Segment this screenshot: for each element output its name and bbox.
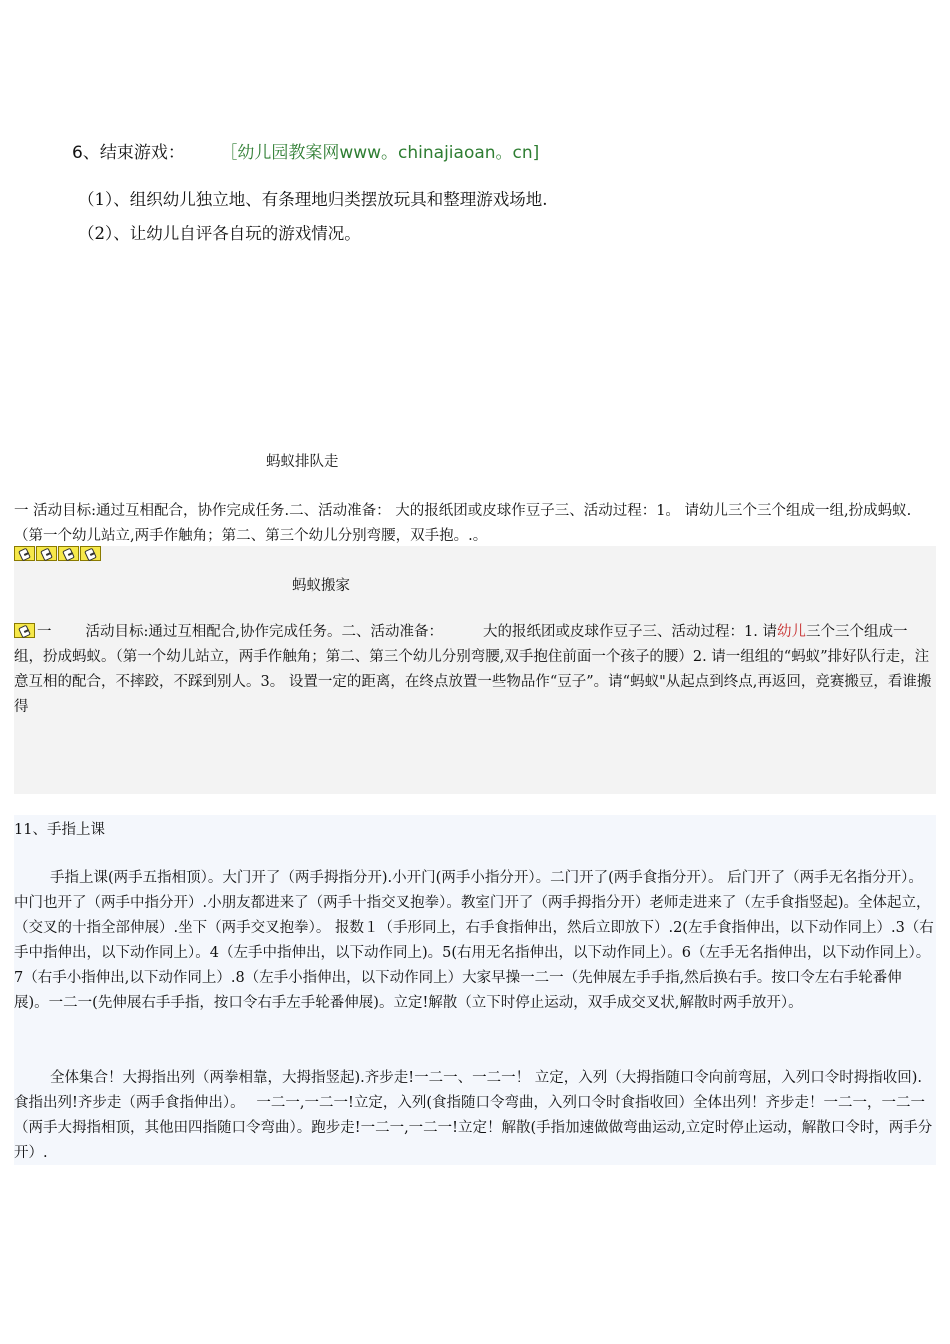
book-icon[interactable] — [14, 546, 35, 561]
icon-row — [14, 546, 102, 563]
book-icon[interactable] — [80, 546, 101, 561]
heading-text: 、结束游戏： — [82, 143, 185, 163]
list-item: （1）、组织幼儿独立地、有条理地归类摆放玩具和整理游戏场地. — [78, 190, 548, 209]
site-link[interactable]: ［幼儿园教案网www。chinajiaoan。cn] — [228, 143, 540, 163]
book-icon[interactable] — [14, 623, 35, 638]
book-icon[interactable] — [58, 546, 79, 561]
section-title-finger-class: 11、手指上课 — [14, 822, 105, 838]
body-lead: 一 — [37, 624, 52, 640]
paragraph: 手指上课(两手五指相顶）。大门开了（两手拇指分开).小开门(两手小指分开）。二门开了(两手食指分开）。 后门开了（两手无名指分开）。中门也开了（两手中指分开）.小朋友都进来了（两手十指交叉抱拳）。教室门开了（两手拇指分开）老师走进来了（左手食指竖起)。全体起立，（交叉的十指全部伸展）.坐下（两手交叉抱拳）。 报数１（手形同上，右手食指伸出，然后立即放下）.2(左手食指伸出，以下动作同上）.3（右手中指伸出，以下动作同上）。4（左手中指伸出，以下动作同上)。5(右用无名指伸出，以下动作同上）。6（左手无名指伸出，以下动作同上）。7（右手小指伸出,以下动作同上）.8（左手小指伸出，以下动作同上）大家早操一二一（先伸展左手手指,然后换右手。按口令左右手轮番伸展)。一二一(先伸展右手手指，按口令右手左手轮番伸展)。立定!解散（立下时停止运动，双手成交叉状,解散时两手放开）。 — [14, 870, 934, 1011]
paragraph: 全体集合！大拇指出列（两拳相靠，大拇指竖起).齐步走!一二一、一二一！ 立定，入列（大拇指随口令向前弯屈，入列口令时拇指收回).食指出列!齐步走（两手食指伸出）。 一二一,一二一!立定，入列(食指随口令弯曲，入列口令时食指收回）全体出列！齐步走！一二一，一二一（两手大拇指相顶，其他田四指随口令弯曲）。跑步走!一二一,一二一!立定！解散(手指加速做做弯曲运动,立定时停止运动，解散口令时，两手分开）. — [14, 1070, 933, 1161]
highlight-keyword[interactable]: 幼儿 — [776, 624, 806, 640]
section-heading-end-game — [72, 138, 539, 163]
article-title-ants-queue[interactable]: 蚂蚁排队走 — [266, 454, 339, 470]
list-item: （2）、让幼儿自评各自玩的游戏情况。 — [78, 224, 361, 243]
body-text: 三个三个组成一组，扮成蚂蚁。（第一个幼儿站立，两手作触角；第二、第三个幼儿分别弯腰,双手抱住前面一个孩子的腰）2. 请一组组的“蚂蚁”排好队行走，注意互相的配合，不摔跤，不踩到别人。3。 设置一定的距离，在终点放置一些物品作“豆子”。请“蚂蚁"从起点到终点,再返回，竞赛搬豆，看谁搬得 — [14, 624, 932, 715]
article-title-ants-moving[interactable]: 蚂蚁搬家 — [292, 578, 350, 594]
article-summary: 一 活动目标:通过互相配合，协作完成任务.二、活动准备： 大的报纸团或皮球作豆子三、活动过程：1。 请幼儿三个三个组成一组,扮成蚂蚁.（第一个幼儿站立,两手作触角；第二、第三个幼儿分别弯腰，双手抱。.。 — [14, 503, 912, 544]
book-icon[interactable] — [36, 546, 57, 561]
body-text: 活动目标:通过互相配合,协作完成任务。二、活动准备： — [85, 624, 443, 640]
article-body — [14, 620, 936, 720]
body-text: 大的报纸团或皮球作豆子三、活动过程：1. 请 — [483, 624, 777, 640]
heading-number: 6 — [72, 143, 83, 163]
